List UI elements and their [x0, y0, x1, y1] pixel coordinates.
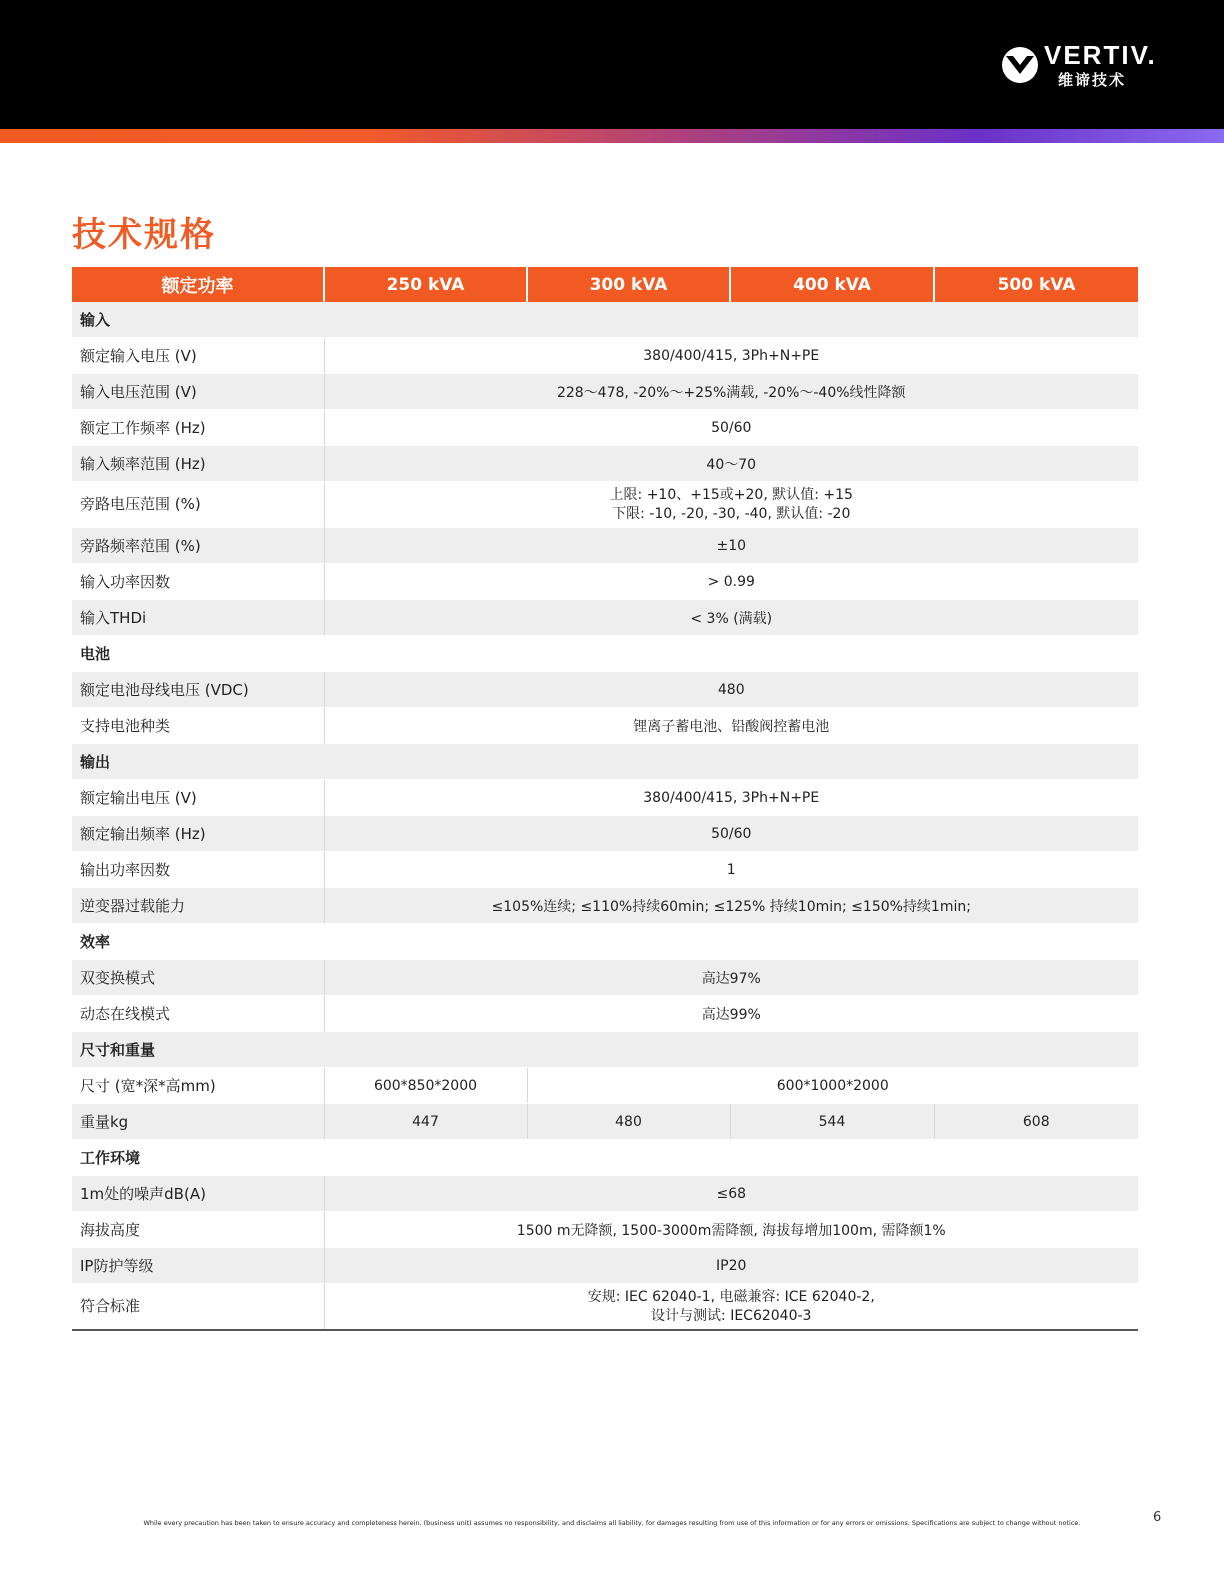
table-row — [72, 1284, 1138, 1331]
table-row — [72, 1104, 1138, 1140]
header-gradient-bar — [0, 129, 1224, 143]
row-label: 输入THDi — [72, 600, 324, 636]
section-title: 效率 — [72, 924, 1138, 960]
row-value: > 0.99 — [324, 564, 1138, 600]
table-row — [72, 1248, 1138, 1284]
row-label: 旁路电压范围 (%) — [72, 482, 324, 528]
row-value: ±10 — [324, 528, 1138, 564]
row-value: 50/60 — [324, 816, 1138, 852]
row-label: 动态在线模式 — [72, 996, 324, 1032]
section-row-battery — [72, 636, 1138, 672]
footer-disclaimer: While every precaution has been taken to ensure accuracy and completeness herein, (business unit) assumes no responsibility, and disclaims all liability, for damages resulting from use of this information or for any errors or omissions. Specifications are subject to change without notice. — [143, 1519, 1081, 1527]
row-value: 40～70 — [324, 446, 1138, 482]
table-row — [72, 374, 1138, 410]
section-title: 输入 — [72, 302, 1138, 338]
row-value-500kva: 608 — [934, 1104, 1138, 1140]
row-label: 额定输出频率 (Hz) — [72, 816, 324, 852]
row-value-400kva: 544 — [730, 1104, 934, 1140]
table-row — [72, 528, 1138, 564]
row-value-250kva: 447 — [324, 1104, 527, 1140]
section-title: 输出 — [72, 744, 1138, 780]
row-label: 符合标准 — [72, 1284, 324, 1331]
row-label: 旁路频率范围 (%) — [72, 528, 324, 564]
row-value: 高达99% — [324, 996, 1138, 1032]
row-label: 1m处的噪声dB(A) — [72, 1176, 324, 1212]
row-label: 输入电压范围 (V) — [72, 374, 324, 410]
spec-table — [72, 267, 1138, 1331]
table-row — [72, 672, 1138, 708]
section-row-efficiency — [72, 924, 1138, 960]
row-label: 额定输出电压 (V) — [72, 780, 324, 816]
page-title: 技术规格 — [72, 215, 216, 255]
row-value: 480 — [324, 672, 1138, 708]
table-row — [72, 888, 1138, 924]
table-row — [72, 816, 1138, 852]
section-title: 电池 — [72, 636, 1138, 672]
row-value: 380/400/415, 3Ph+N+PE — [324, 780, 1138, 816]
section-row-environment — [72, 1140, 1138, 1176]
table-row — [72, 482, 1138, 528]
row-label: 额定输入电压 (V) — [72, 338, 324, 374]
row-value: 50/60 — [324, 410, 1138, 446]
section-row-dimensions — [72, 1032, 1138, 1068]
table-row — [72, 960, 1138, 996]
table-row — [72, 600, 1138, 636]
header-500kva: 500 kVA — [934, 267, 1138, 302]
value-line: 上限: +10、+15或+20, 默认值: +15 — [609, 486, 853, 503]
value-line: 安规: IEC 62040-1, 电磁兼容: ICE 62040-2, — [587, 1288, 875, 1305]
header-rated-power: 额定功率 — [72, 267, 324, 302]
row-label: 逆变器过载能力 — [72, 888, 324, 924]
section-row-output — [72, 744, 1138, 780]
row-value: IP20 — [324, 1248, 1138, 1284]
table-row — [72, 1176, 1138, 1212]
brand-name-cn: 维谛技术 — [1058, 71, 1127, 89]
header-300kva: 300 kVA — [527, 267, 730, 302]
section-title: 工作环境 — [72, 1140, 1138, 1176]
row-value: 228～478, -20%～+25%满载, -20%～-40%线性降额 — [324, 374, 1138, 410]
header-250kva: 250 kVA — [324, 267, 527, 302]
table-header-row — [72, 267, 1138, 302]
value-line: 下限: -10, -20, -30, -40, 默认值: -20 — [612, 505, 851, 522]
row-label: 输入频率范围 (Hz) — [72, 446, 324, 482]
page-number: 6 — [1153, 1510, 1162, 1525]
row-value: ≤105%连续; ≤110%持续60min; ≤125% 持续10min; ≤150%持续1min; — [324, 888, 1138, 924]
table-row — [72, 410, 1138, 446]
row-label: 输入功率因数 — [72, 564, 324, 600]
table-row — [72, 1212, 1138, 1248]
vertiv-chevron-icon — [1000, 46, 1040, 84]
table-row — [72, 564, 1138, 600]
row-label: 双变换模式 — [72, 960, 324, 996]
brand-name: VERTIV. — [1044, 40, 1157, 70]
header-400kva: 400 kVA — [730, 267, 934, 302]
row-value: 380/400/415, 3Ph+N+PE — [324, 338, 1138, 374]
row-value: < 3% (满载) — [324, 600, 1138, 636]
table-row — [72, 338, 1138, 374]
row-label: 重量kg — [72, 1104, 324, 1140]
row-value: 1 — [324, 852, 1138, 888]
table-row — [72, 708, 1138, 744]
table-row — [72, 446, 1138, 482]
row-value — [324, 1284, 1138, 1331]
row-value: 锂离子蓄电池、铅酸阀控蓄电池 — [324, 708, 1138, 744]
row-label: 额定工作频率 (Hz) — [72, 410, 324, 446]
row-value: ≤68 — [324, 1176, 1138, 1212]
row-label: IP防护等级 — [72, 1248, 324, 1284]
section-title: 尺寸和重量 — [72, 1032, 1138, 1068]
table-row — [72, 996, 1138, 1032]
table-row — [72, 780, 1138, 816]
vertiv-logo — [1000, 40, 1160, 90]
section-row-input — [72, 302, 1138, 338]
row-value-300-500kva: 600*1000*2000 — [527, 1068, 1138, 1104]
table-row — [72, 1068, 1138, 1104]
row-value-250kva: 600*850*2000 — [324, 1068, 527, 1104]
row-label: 尺寸 (宽*深*高mm) — [72, 1068, 324, 1104]
row-value-300kva: 480 — [527, 1104, 730, 1140]
row-label: 额定电池母线电压 (VDC) — [72, 672, 324, 708]
row-value: 1500 m无降额, 1500-3000m需降额, 海拔每增加100m, 需降额1% — [324, 1212, 1138, 1248]
row-label: 输出功率因数 — [72, 852, 324, 888]
row-label: 支持电池种类 — [72, 708, 324, 744]
value-line: 设计与测试: IEC62040-3 — [651, 1307, 812, 1324]
row-value: 高达97% — [324, 960, 1138, 996]
row-label: 海拔高度 — [72, 1212, 324, 1248]
table-row — [72, 852, 1138, 888]
row-value — [324, 482, 1138, 528]
